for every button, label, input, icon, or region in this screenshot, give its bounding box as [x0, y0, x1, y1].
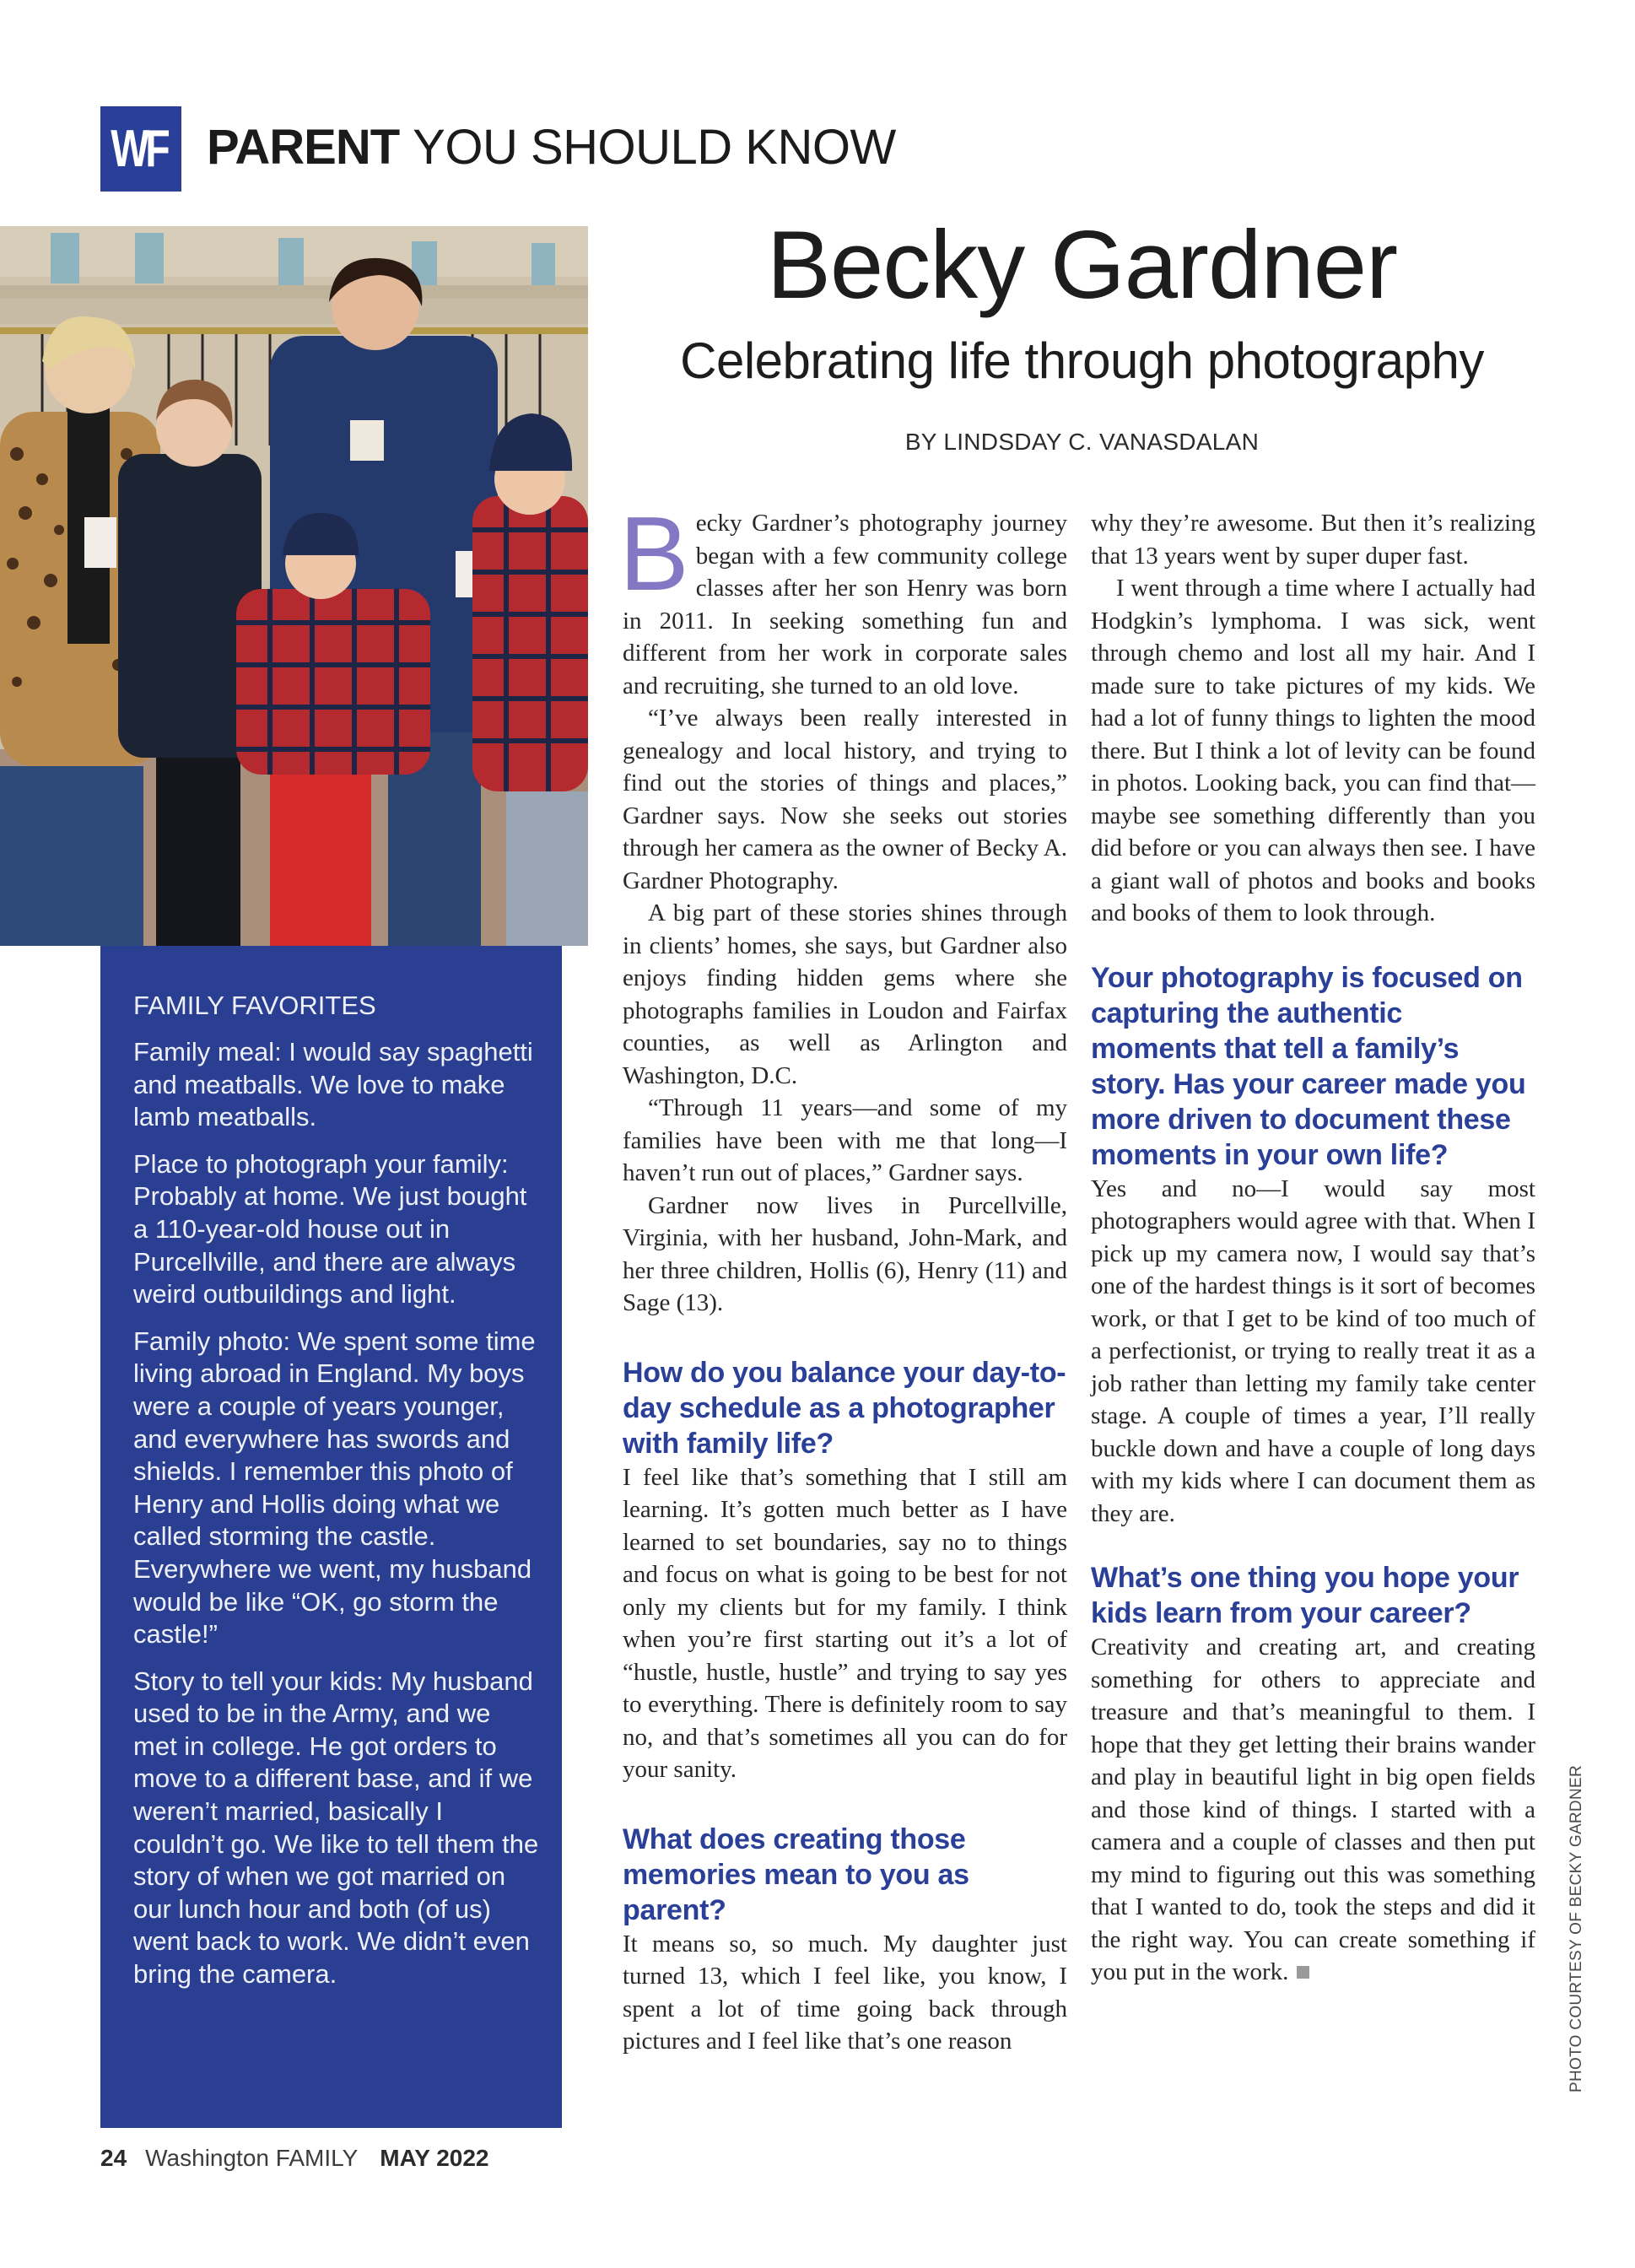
photo-credit: PHOTO COURTESY OF BECKY GARDNER [1568, 1765, 1585, 2092]
end-of-article-icon [1297, 1966, 1309, 1979]
older-boy-shirt [472, 496, 588, 791]
page-number: 24 [100, 2145, 127, 2171]
girl-pants [156, 758, 240, 946]
answer-paragraph [1091, 1631, 1535, 1989]
spacer [623, 1320, 1067, 1355]
spacer [1091, 1530, 1535, 1560]
section-title-light: YOU SHOULD KNOW [413, 120, 896, 175]
question-heading: What’s one thing you hope your kids learn from your career? [1091, 1562, 1519, 1629]
page-footer [100, 2143, 488, 2174]
answer-paragraph: Yes and no—I would say most photographers would agree with that. When I pick up my camera now, I would say that’s one of the hardest things is it sort of becomes work, or that I get to be kind of too much of a perfectionist, or trying to really treat it as a job rather than letting my family take center stage. A couple of times a year, I’ll really buckle down and have a couple of long days with my kids where I can document them as they are. [1091, 1174, 1535, 1527]
small-boy-pants [270, 775, 371, 946]
intro-text: ecky Gardner’s photography journey began with a few community college classes after her son Henry was born in 2011. In seeking something fun and different from her work in corporate sales and recruiting, she turned to an old love. [623, 510, 1067, 699]
sidebar-heading: FAMILY FAVORITES [133, 991, 376, 1020]
issue-date: MAY 2022 [380, 2145, 489, 2171]
question-heading: What does creating those memories mean to you as parent? [623, 1822, 969, 1926]
sidebar-item: Family photo: We spent some time living abroad in England. My boys were a couple of years younger, and everywhere has swords and shields. I remember this photo of Henry and Hollis doing what we called storming the castle. Everywhere we went, my husband would be like “OK, go storm the castle!” [133, 1326, 536, 1650]
byline: BY LINDSDAY C. VANASDALAN [904, 429, 1260, 455]
answer-continued: why they’re awesome. But then it’s realizing that 13 years went by super duper fast. [1091, 510, 1535, 570]
family-photo [0, 226, 588, 946]
spacer [623, 1786, 1067, 1822]
final-answer-text: Creativity and creating art, and creating something for others to appreciate and treasure and that’s meaningful to them. I hope that they get letting their brains wander and play in beautiful light in big open fields and those kind of things. I started with a camera and a couple of classes and then put my mind to figuring out this was something that I wanted to do, took the steps and did it the right way. You can create something if you put in the work. [1091, 1634, 1535, 1985]
answer-paragraph: I feel like that’s something that I still am learning. It’s gotten much better as I have learned to set boundaries, say no to things and focus on what is going to be best for not only my clients but for my family. I think when you’re first starting out it’s a lot of “hustle, hustle, hustle” and trying to say yes to everything. There is definitely room to say no, and that’s sometimes all you can do for your sanity. [623, 1463, 1067, 1783]
paragraph: Gardner now lives in Purcellville, Virginia, with her husband, John-Mark, and her three children, Hollis (6), Henry (11) and Sage (13). [623, 1191, 1067, 1316]
section-title-bold: PARENT [207, 120, 400, 175]
paragraph: “Through 11 years—and some of my families have been with me that long—I haven’t run out of places,” Gardner says. [623, 1094, 1067, 1186]
question-heading: Your photography is focused on capturing the authentic moments that tell a family’s story. Has your career made you more driven to document these moments in your own life? [1091, 961, 1526, 1171]
intro-paragraph [619, 496, 1067, 702]
magazine-logo [100, 106, 181, 192]
coffee-cup-mother [84, 517, 116, 568]
balcony-ledge [0, 285, 588, 299]
article-column-middle [619, 496, 1067, 2058]
section-title [207, 120, 896, 176]
answer-paragraph: It means so, so much. My daughter just turned 13, which I feel like, you know, I spent a lot of time going back through pictures and I feel like that’s one reason [623, 1930, 1067, 2055]
spacer [1091, 930, 1535, 960]
article-column-right [1091, 507, 1535, 1989]
older-boy-jeans [506, 791, 588, 946]
sidebar-item: Family meal: I would say spaghetti and meatballs. We love to make lamb meatballs. [133, 1037, 533, 1132]
family-photo-illustration [0, 226, 588, 946]
coffee-cup-father [350, 420, 384, 461]
article-title: Becky Gardner [766, 212, 1398, 319]
question-heading: How do you balance your day-to-day schedule as a photographer with family life? [623, 1356, 1066, 1460]
drop-cap: B [619, 496, 689, 613]
logo-text: WF [111, 120, 166, 178]
paragraph: “I’ve always been really interested in genealogy and local history, and trying to find out the stories of things and places,” Gardner says. Now she seeks out stories through her camera as the owner of Becky A. Gardner Photography. [623, 705, 1067, 894]
paragraph: A big part of these stories shines through in clients’ homes, she says, but Gardner also enjoys finding hidden gems where she photographs families in Loudon and Fairfax counties, as well as Arlington and Washington, D.C. [623, 899, 1067, 1089]
family-favorites-sidebar [100, 946, 562, 2128]
article-subtitle: Celebrating life through photography [680, 332, 1484, 389]
sidebar-item: Place to photograph your family: Probably at home. We just bought a 110-year-old house out in Purcellville, and there are always weird outbuildings and light. [133, 1148, 527, 1310]
paragraph: I went through a time where I actually had Hodgkin’s lymphoma. I was sick, went through chemo and lost all my hair. And I made sure to take pictures of my kids. We had a lot of funny things to lighten the mood there. But I think a lot of levity can be found in photos. Looking back, you can find that—maybe see something differently than you did before or you can always then see. I have a giant wall of photos and books and books and books of them to look through. [1091, 575, 1535, 926]
magazine-name: Washington FAMILY [145, 2145, 359, 2171]
mother-jeans [0, 766, 143, 946]
sidebar-item: Story to tell your kids: My husband used to be in the Army, and we met in college. He got orders to move to a different base, and if we weren’t married, basically I couldn’t go. We like to tell them the story of when we got married on our lunch hour and both (of us) went back to work. We didn’t even bring the camera. [133, 1666, 539, 1990]
